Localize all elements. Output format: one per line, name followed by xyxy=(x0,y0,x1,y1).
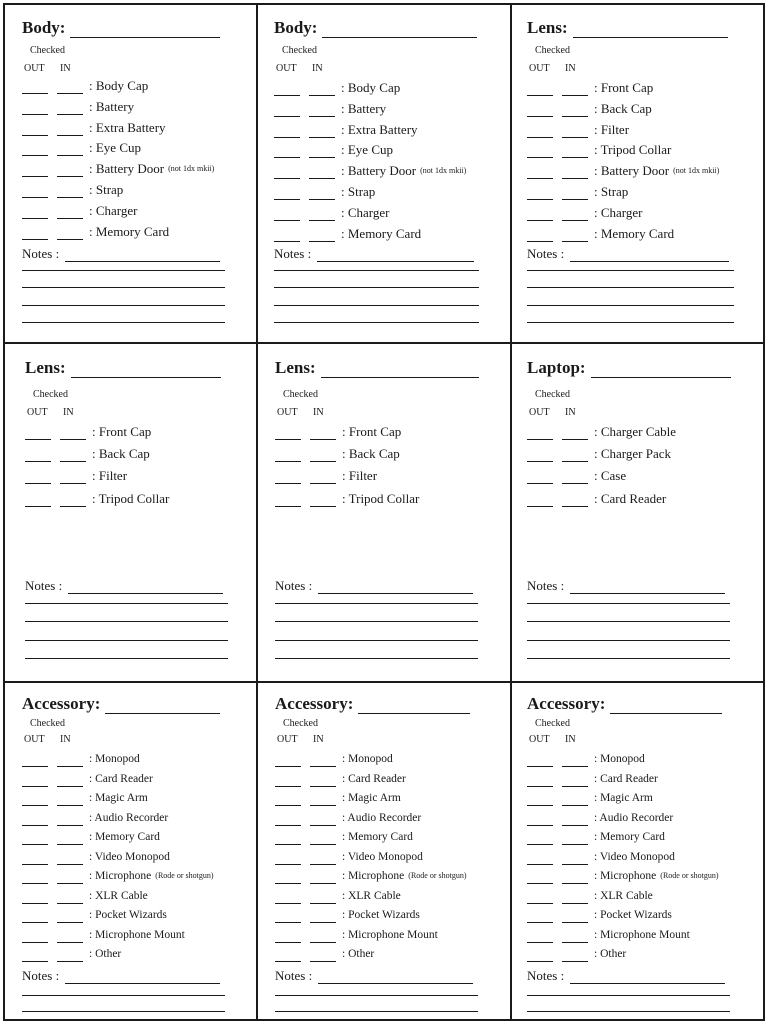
out-label: OUT xyxy=(24,734,45,745)
card-title-text: Accessory: xyxy=(22,694,101,713)
card-title-text: Lens: xyxy=(25,358,66,377)
in-check-blank[interactable] xyxy=(562,912,588,923)
out-label: OUT xyxy=(27,407,48,418)
item-label: : Monopod xyxy=(342,753,393,765)
in-check-blank[interactable] xyxy=(57,854,83,865)
in-check-blank[interactable] xyxy=(310,951,336,962)
out-check-blank[interactable] xyxy=(275,776,301,787)
checklist-item xyxy=(275,868,467,884)
item-label: : Memory Card xyxy=(341,225,422,241)
item-label: : Battery xyxy=(341,100,387,116)
checklist-item xyxy=(527,946,626,962)
item-label: : Front Cap xyxy=(594,80,654,95)
notes-field xyxy=(22,968,220,984)
item-label: : Pocket Wizards xyxy=(89,909,167,921)
out-check-blank[interactable] xyxy=(527,756,553,767)
item-label: : Charger xyxy=(341,204,390,220)
checklist-item xyxy=(275,888,401,904)
checklist-item xyxy=(527,790,653,806)
item-note: (not 1dx mkii) xyxy=(420,166,467,176)
card-title-text: Lens: xyxy=(275,358,316,377)
card-title-text: Body: xyxy=(274,18,318,37)
checklist-item xyxy=(275,946,374,962)
out-check-blank[interactable] xyxy=(22,815,48,826)
item-label: : Microphone Mount xyxy=(594,928,690,941)
in-label: IN xyxy=(63,407,74,418)
card-title xyxy=(275,694,470,714)
in-check-blank[interactable] xyxy=(310,795,336,806)
out-check-blank[interactable] xyxy=(275,795,301,806)
checklist-item xyxy=(275,849,423,865)
item-label: : XLR Cable xyxy=(594,889,653,902)
notes-line[interactable] xyxy=(22,1011,225,1012)
checklist-item xyxy=(527,849,675,865)
checked-label: Checked xyxy=(283,389,318,400)
in-check-blank[interactable] xyxy=(562,873,588,884)
notes-line[interactable] xyxy=(275,995,478,996)
grid-line-right xyxy=(763,3,765,1021)
out-in-labels xyxy=(529,734,576,746)
card-title-text: Lens: xyxy=(527,18,568,37)
checked-label: Checked xyxy=(535,45,570,56)
notes-label: Notes : xyxy=(274,246,312,261)
notes-line[interactable] xyxy=(22,995,225,996)
item-label: : Card Reader xyxy=(89,772,153,785)
item-label: : Charger Pack xyxy=(594,446,672,462)
checklist-item xyxy=(22,751,140,767)
item-label: : XLR Cable xyxy=(342,889,401,902)
item-label: : Battery Door xyxy=(594,163,670,179)
in-check-blank[interactable] xyxy=(310,756,336,767)
out-in-labels xyxy=(277,734,324,746)
notes-field xyxy=(275,968,473,984)
in-check-blank[interactable] xyxy=(57,912,83,923)
out-check-blank[interactable] xyxy=(22,834,48,845)
checklist-item xyxy=(527,810,673,826)
checklist-card xyxy=(527,0,730,1024)
out-check-blank[interactable] xyxy=(275,951,301,962)
card-title xyxy=(22,694,220,714)
notes-label: Notes : xyxy=(527,578,565,593)
item-label: : Video Monopod xyxy=(594,850,675,863)
item-label: : XLR Cable xyxy=(89,889,148,902)
out-check-blank[interactable] xyxy=(22,756,48,767)
out-check-blank[interactable] xyxy=(275,893,301,904)
item-label: : Body Cap xyxy=(341,80,401,95)
in-check-blank[interactable] xyxy=(562,932,588,943)
checklist-item xyxy=(22,810,168,826)
out-check-blank[interactable] xyxy=(275,815,301,826)
item-note: (not 1dx mkii) xyxy=(673,166,720,176)
out-check-blank[interactable] xyxy=(275,912,301,923)
item-label: : Pocket Wizards xyxy=(594,909,672,921)
out-check-blank[interactable] xyxy=(527,815,553,826)
in-label: IN xyxy=(313,734,324,745)
item-note: (Rode or shotgun) xyxy=(660,871,719,880)
item-label: : Pocket Wizards xyxy=(342,909,420,921)
out-check-blank[interactable] xyxy=(22,951,48,962)
item-label: : Charger xyxy=(89,202,138,218)
notes-line[interactable] xyxy=(527,1011,730,1012)
checklist-item xyxy=(22,888,148,904)
in-check-blank[interactable] xyxy=(562,795,588,806)
item-label: : Microphone Mount xyxy=(342,928,438,941)
in-check-blank[interactable] xyxy=(562,834,588,845)
item-label: : Battery Door xyxy=(89,161,165,177)
item-label: : Memory Card xyxy=(89,223,170,239)
card-title-text: Accessory: xyxy=(275,694,354,713)
item-label: : Strap xyxy=(594,184,629,199)
in-label: IN xyxy=(565,407,576,418)
in-check-blank[interactable] xyxy=(310,776,336,787)
in-check-blank[interactable] xyxy=(57,795,83,806)
checklist-item xyxy=(527,927,690,943)
out-check-blank[interactable] xyxy=(527,795,553,806)
item-label: : Memory Card xyxy=(89,831,160,843)
item-label: : Microphone Mount xyxy=(89,928,185,941)
item-label: : Monopod xyxy=(89,753,140,765)
notes-field xyxy=(527,968,725,984)
checked-label: Checked xyxy=(30,45,65,56)
out-check-blank[interactable] xyxy=(275,932,301,943)
item-label: : Other xyxy=(594,948,627,960)
in-check-blank[interactable] xyxy=(310,893,336,904)
in-check-blank[interactable] xyxy=(310,815,336,826)
item-label: : Strap xyxy=(89,182,124,197)
out-label: OUT xyxy=(277,407,298,418)
item-note: (Rode or shotgun) xyxy=(408,871,467,880)
in-check-blank[interactable] xyxy=(57,776,83,787)
checklist-item xyxy=(527,771,658,787)
item-note: (Rode or shotgun) xyxy=(155,871,214,880)
title-fill-line[interactable] xyxy=(105,699,220,714)
item-label: : Case xyxy=(594,468,627,484)
notes-fill-line[interactable] xyxy=(65,973,220,984)
out-check-blank[interactable] xyxy=(275,854,301,865)
item-label: : Tripod Collar xyxy=(342,490,420,506)
item-label: : Audio Recorder xyxy=(89,811,169,824)
checklist-item xyxy=(22,771,153,787)
in-label: IN xyxy=(60,734,71,745)
item-label: : Magic Arm xyxy=(594,792,653,804)
in-check-blank[interactable] xyxy=(57,756,83,767)
item-label: : Microphone xyxy=(594,870,657,882)
notes-label: Notes : xyxy=(527,246,565,261)
item-label: : Memory Card xyxy=(594,831,665,843)
item-label: : Filter xyxy=(594,121,630,137)
grid-line-col-1 xyxy=(256,3,258,1021)
item-label: : Card Reader xyxy=(342,772,406,785)
checklist-item xyxy=(275,771,406,787)
item-label: : Card Reader xyxy=(594,490,667,506)
in-check-blank[interactable] xyxy=(562,854,588,865)
out-check-blank[interactable] xyxy=(22,873,48,884)
checklist-card xyxy=(22,0,225,1024)
out-check-blank[interactable] xyxy=(527,873,553,884)
title-fill-line[interactable] xyxy=(358,699,470,714)
checklist-card xyxy=(275,0,478,1024)
item-label: : Eye Cup xyxy=(89,140,141,156)
out-check-blank[interactable] xyxy=(527,776,553,787)
checked-label: Checked xyxy=(535,389,570,400)
out-check-blank[interactable] xyxy=(22,912,48,923)
out-check-blank[interactable] xyxy=(527,912,553,923)
out-check-blank[interactable] xyxy=(527,932,553,943)
out-check-blank[interactable] xyxy=(275,756,301,767)
checklist-item xyxy=(22,868,214,884)
in-check-blank[interactable] xyxy=(57,815,83,826)
item-note: (not 1dx mkii) xyxy=(168,164,215,174)
checked-label: Checked xyxy=(283,718,318,729)
grid-line-left xyxy=(3,3,5,1021)
item-label: : Magic Arm xyxy=(342,792,401,804)
notes-label: Notes : xyxy=(22,246,60,261)
out-check-blank[interactable] xyxy=(527,951,553,962)
in-check-blank[interactable] xyxy=(57,873,83,884)
out-check-blank[interactable] xyxy=(22,795,48,806)
item-label: : Monopod xyxy=(594,753,645,765)
item-label: : Microphone xyxy=(89,870,152,882)
out-label: OUT xyxy=(276,63,297,74)
out-check-blank[interactable] xyxy=(527,893,553,904)
checklist-item xyxy=(22,849,170,865)
in-check-blank[interactable] xyxy=(310,873,336,884)
checklist-item xyxy=(22,829,160,845)
item-label: : Memory Card xyxy=(342,831,413,843)
in-check-blank[interactable] xyxy=(310,854,336,865)
item-label: : Back Cap xyxy=(342,446,400,462)
notes-line[interactable] xyxy=(527,995,730,996)
checklist-item xyxy=(527,868,719,884)
out-check-blank[interactable] xyxy=(527,834,553,845)
notes-label: Notes : xyxy=(275,968,313,983)
item-label: : Extra Battery xyxy=(89,119,166,135)
in-label: IN xyxy=(312,63,323,74)
checked-label: Checked xyxy=(30,718,65,729)
item-label: : Front Cap xyxy=(342,424,402,439)
item-label: : Charger xyxy=(594,204,643,220)
out-label: OUT xyxy=(529,63,550,74)
item-label: : Other xyxy=(89,948,122,960)
checklist-item xyxy=(275,810,421,826)
item-label: : Magic Arm xyxy=(89,792,148,804)
checked-label: Checked xyxy=(33,389,68,400)
in-label: IN xyxy=(60,63,71,74)
item-label: : Body Cap xyxy=(89,78,149,93)
in-check-blank[interactable] xyxy=(562,776,588,787)
item-label: : Filter xyxy=(92,468,128,484)
card-title-text: Laptop: xyxy=(527,358,586,377)
checklist-item xyxy=(527,888,653,904)
checklist-item xyxy=(22,907,167,923)
checklist-item xyxy=(22,790,148,806)
item-label: : Video Monopod xyxy=(342,850,423,863)
in-check-blank[interactable] xyxy=(562,756,588,767)
item-label: : Tripod Collar xyxy=(594,142,672,158)
checklist-item xyxy=(275,751,393,767)
in-check-blank[interactable] xyxy=(562,893,588,904)
out-check-blank[interactable] xyxy=(22,893,48,904)
checklist-item xyxy=(22,946,121,962)
notes-label: Notes : xyxy=(275,578,313,593)
item-label: : Back Cap xyxy=(92,446,150,462)
item-label: : Charger Cable xyxy=(594,424,677,439)
item-label: : Battery xyxy=(89,98,135,114)
out-label: OUT xyxy=(529,734,550,745)
checklist-item xyxy=(527,751,645,767)
item-label: : Extra Battery xyxy=(341,121,418,137)
notes-fill-line[interactable] xyxy=(570,973,725,984)
in-label: IN xyxy=(565,734,576,745)
card-title-text: Body: xyxy=(22,18,66,37)
out-check-blank[interactable] xyxy=(22,776,48,787)
out-in-labels xyxy=(24,734,71,746)
in-label: IN xyxy=(313,407,324,418)
out-check-blank[interactable] xyxy=(22,854,48,865)
item-label: : Battery Door xyxy=(341,163,417,179)
out-check-blank[interactable] xyxy=(275,834,301,845)
in-check-blank[interactable] xyxy=(562,815,588,826)
in-check-blank[interactable] xyxy=(57,951,83,962)
in-check-blank[interactable] xyxy=(310,834,336,845)
checklist-item xyxy=(527,829,665,845)
item-label: : Strap xyxy=(341,184,376,199)
checklist-item xyxy=(275,907,420,923)
checklist-item xyxy=(275,790,401,806)
checked-label: Checked xyxy=(535,718,570,729)
out-label: OUT xyxy=(529,407,550,418)
out-check-blank[interactable] xyxy=(22,932,48,943)
item-label: : Audio Recorder xyxy=(342,811,422,824)
notes-fill-line[interactable] xyxy=(318,973,473,984)
in-check-blank[interactable] xyxy=(562,951,588,962)
out-check-blank[interactable] xyxy=(275,873,301,884)
out-label: OUT xyxy=(24,63,45,74)
out-check-blank[interactable] xyxy=(527,854,553,865)
grid-line-col-2 xyxy=(510,3,512,1021)
card-title xyxy=(527,694,722,714)
in-label: IN xyxy=(565,63,576,74)
in-check-blank[interactable] xyxy=(310,912,336,923)
item-label: : Audio Recorder xyxy=(594,811,674,824)
item-label: : Card Reader xyxy=(594,772,658,785)
item-label: : Filter xyxy=(342,468,378,484)
card-title-text: Accessory: xyxy=(527,694,606,713)
notes-label: Notes : xyxy=(25,578,63,593)
checklist-item xyxy=(275,829,413,845)
item-label: : Microphone xyxy=(342,870,405,882)
title-fill-line[interactable] xyxy=(610,699,722,714)
checklist-item xyxy=(22,927,185,943)
item-label: : Other xyxy=(342,948,375,960)
out-label: OUT xyxy=(277,734,298,745)
notes-line[interactable] xyxy=(275,1011,478,1012)
item-label: : Eye Cup xyxy=(341,142,393,158)
in-check-blank[interactable] xyxy=(57,893,83,904)
item-label: : Memory Card xyxy=(594,225,675,241)
checked-label: Checked xyxy=(282,45,317,56)
checklist-item xyxy=(275,927,438,943)
item-label: : Tripod Collar xyxy=(92,490,170,506)
notes-label: Notes : xyxy=(527,968,565,983)
in-check-blank[interactable] xyxy=(57,932,83,943)
item-label: : Back Cap xyxy=(594,100,652,116)
checklist-item xyxy=(527,907,672,923)
item-label: : Front Cap xyxy=(92,424,152,439)
item-label: : Video Monopod xyxy=(89,850,170,863)
notes-label: Notes : xyxy=(22,968,60,983)
in-check-blank[interactable] xyxy=(57,834,83,845)
in-check-blank[interactable] xyxy=(310,932,336,943)
